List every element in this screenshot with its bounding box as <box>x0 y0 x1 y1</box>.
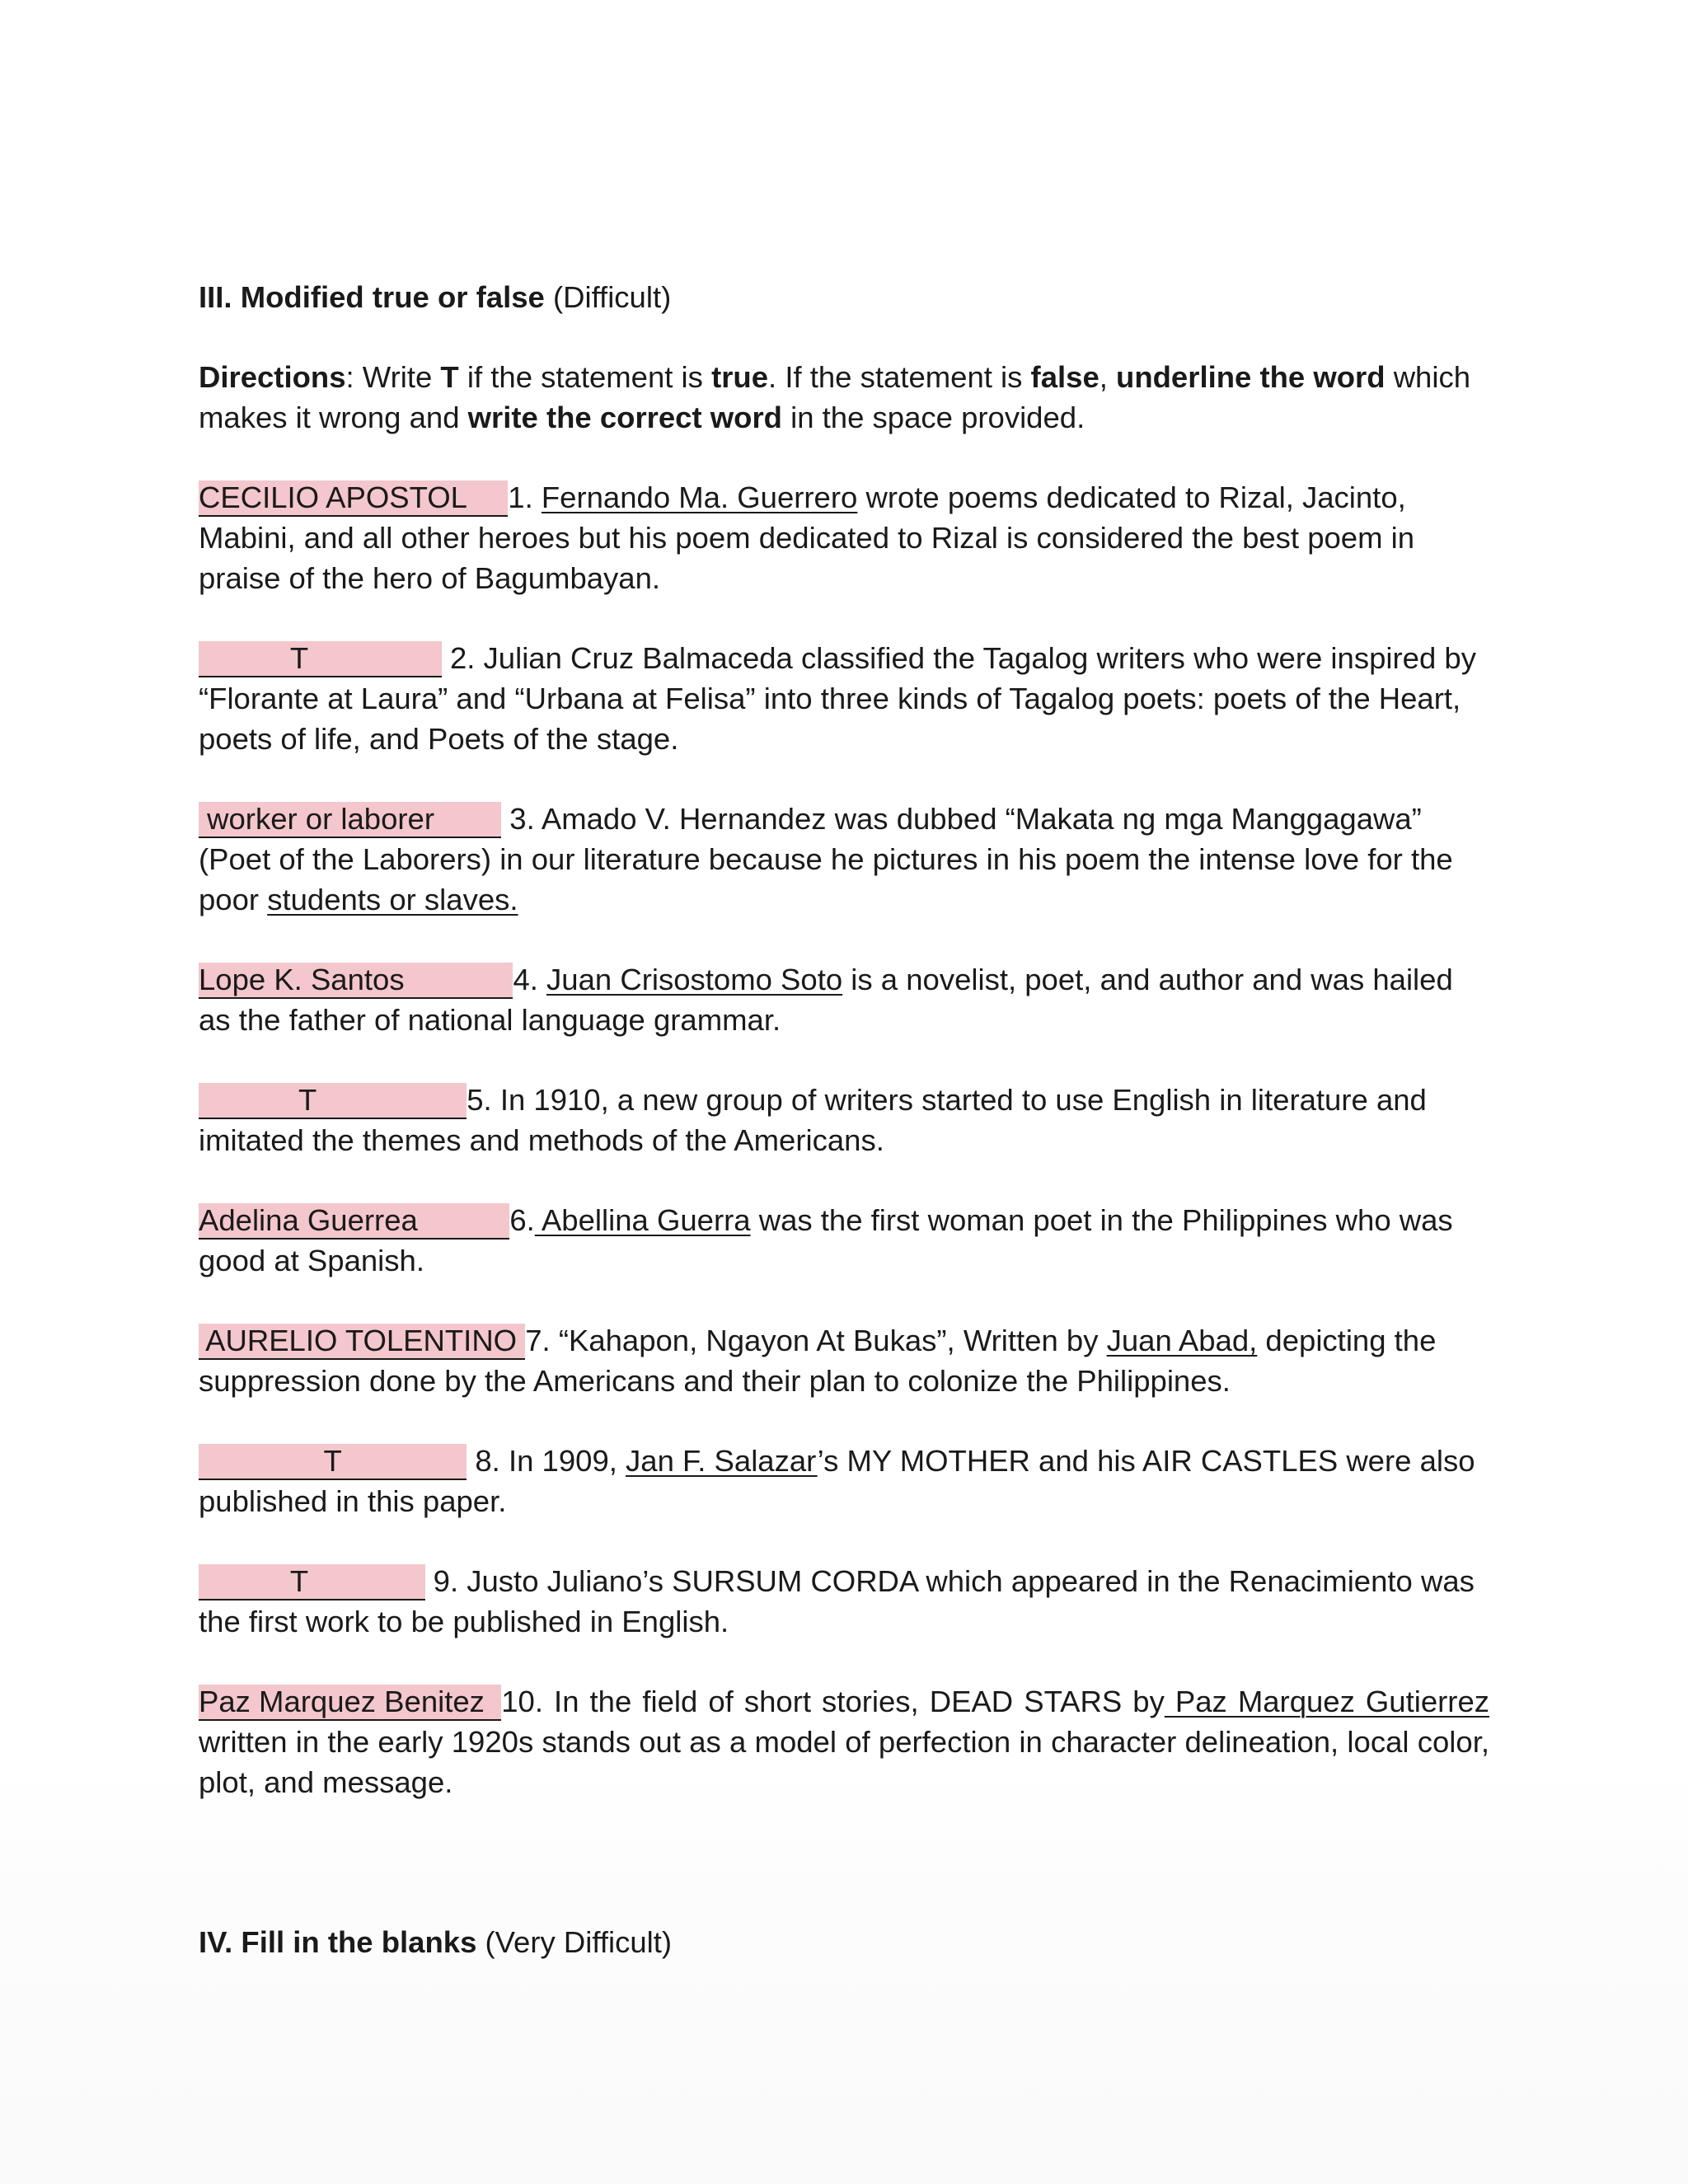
question-text: In the field of short stories, DEAD STARS by <box>554 1685 1165 1718</box>
directions-bold: write the correct word <box>467 401 782 434</box>
answer-padding <box>467 480 509 514</box>
answer-padding <box>316 1083 467 1117</box>
directions-text: . If the statement is <box>768 360 1031 394</box>
question-number: 8. <box>467 1444 509 1478</box>
directions-text: if the statement is <box>458 360 712 394</box>
answer-text: T <box>298 1083 316 1117</box>
underlined-word: Abellina Guerra <box>534 1203 751 1237</box>
question-number: 9. <box>424 1564 467 1598</box>
answer-text: T <box>289 641 308 675</box>
answer-padding <box>341 1444 467 1478</box>
answer-padding <box>485 1685 501 1718</box>
answer-padding <box>405 963 513 996</box>
question-number: 1. <box>508 480 542 514</box>
directions-paragraph <box>199 357 1489 438</box>
question-item-8 <box>199 1441 1489 1521</box>
question-text: Amado V. Hernandez was dubbed “Makata ng mga Manggagawa” (Poet of the Laborers) in our literature because he pictures in his poem the intense love for the poor <box>199 802 1453 916</box>
answer-blank-1[interactable] <box>199 480 508 517</box>
underlined-word: Jan F. Salazar <box>626 1444 818 1478</box>
question-item-4 <box>199 959 1489 1040</box>
section-difficulty: (Very Difficult) <box>476 1925 673 1959</box>
section-title: III. Modified true or false <box>199 280 545 314</box>
answer-blank-5[interactable] <box>199 1083 467 1119</box>
underlined-word: Fernando Ma. Guerrero <box>541 480 858 514</box>
answer-blank-9[interactable] <box>199 1564 425 1601</box>
question-text: wrote poems dedicated to Rizal, Jacinto, Mabini, and all other heroes but his poem dedicated to Rizal is considered the best poem in praise of the hero of Bagumbayan. <box>199 480 1415 595</box>
question-item-9 <box>199 1561 1489 1642</box>
question-text: “Kahapon, Ngayon At Bukas”, Written by <box>558 1324 1107 1357</box>
question-text: was the first woman poet in the Philippines who was good at Spanish. <box>199 1203 1453 1277</box>
question-text: is a novelist, poet, and author and was hailed as the father of national language grammar. <box>199 963 1453 1037</box>
underlined-word: students or slaves. <box>267 883 518 916</box>
question-item-5 <box>199 1080 1489 1160</box>
directions-text: , <box>1099 360 1117 394</box>
question-number: 4. <box>513 963 547 996</box>
answer-text: Paz Marquez Benitez <box>199 1685 485 1718</box>
answer-padding <box>434 802 501 836</box>
underlined-word: Juan Crisostomo Soto <box>546 963 843 996</box>
question-item-10 <box>199 1681 1489 1802</box>
answer-text: Adelina Guerrea <box>199 1203 418 1237</box>
question-item-6 <box>199 1200 1489 1281</box>
question-text: In 1909, <box>508 1444 626 1478</box>
directions-text: : Write <box>345 360 441 394</box>
answer-blank-4[interactable] <box>199 963 513 999</box>
answer-text: T <box>289 1564 308 1598</box>
answer-padding <box>199 1564 290 1598</box>
answer-blank-2[interactable] <box>199 641 442 677</box>
question-number: 6. <box>509 1203 535 1237</box>
answer-blank-3[interactable] <box>199 802 501 838</box>
question-number: 7. <box>525 1324 559 1357</box>
answer-padding <box>308 1564 425 1598</box>
question-item-2 <box>199 638 1489 759</box>
answer-text: T <box>323 1444 342 1478</box>
question-text: ’s MY MOTHER and his AIR CASTLES were also published in this paper. <box>199 1444 1475 1518</box>
question-text: depicting the suppression done by the Americans and their plan to colonize the Philippines. <box>199 1324 1437 1398</box>
question-number: 3. <box>501 802 542 836</box>
section-title: IV. Fill in the blanks <box>199 1925 477 1959</box>
question-text: Julian Cruz Balmaceda classified the Tagalog writers who were inspired by “Florante at Laura” and “Urbana at Felisa” into three kinds of Tagalog poets: poets of the Heart, poets of life, and Poets of the stage. <box>199 641 1476 756</box>
directions-text: in the space provided. <box>781 401 1085 434</box>
answer-text: Lope K. Santos <box>199 963 405 996</box>
question-text: In 1910, a new group of writers started to use English in literature and imitated the themes and methods of the Americans. <box>199 1083 1427 1157</box>
answer-padding <box>199 1444 323 1478</box>
question-number: 5. <box>467 1083 500 1117</box>
question-number: 10. <box>501 1685 555 1718</box>
question-number: 2. <box>441 641 484 675</box>
directions-label: Directions <box>199 360 346 394</box>
question-item-3 <box>199 799 1489 920</box>
directions-bold: underline the word <box>1116 360 1386 394</box>
answer-blank-6[interactable] <box>199 1203 509 1240</box>
directions-bold: false <box>1030 360 1100 394</box>
directions-bold: true <box>711 360 769 394</box>
answer-text: worker or laborer <box>199 802 435 836</box>
underlined-word: Juan Abad, <box>1106 1324 1258 1357</box>
answer-padding <box>199 1083 298 1117</box>
section-difficulty: (Difficult) <box>544 280 672 314</box>
question-text: Justo Juliano’s SURSUM CORDA which appeared in the Renacimiento was the first work to be published in English. <box>199 1564 1475 1638</box>
question-text: written in the early 1920s stands out as a model of perfection in character delineation, local color, plot, and message. <box>199 1725 1489 1799</box>
answer-padding <box>199 641 290 675</box>
answer-padding <box>418 1203 510 1237</box>
answer-blank-10[interactable] <box>199 1685 501 1721</box>
directions-bold: T <box>440 360 459 394</box>
directions-text: which makes it wrong and <box>199 360 1471 434</box>
answer-blank-8[interactable] <box>199 1444 467 1480</box>
section-heading-4 <box>199 1922 672 1962</box>
answer-text: AURELIO TOLENTINO <box>199 1324 526 1357</box>
question-item-7 <box>199 1320 1489 1401</box>
document-body <box>199 277 1489 1842</box>
underlined-word: Paz Marquez Gutierrez <box>1164 1685 1490 1718</box>
answer-padding <box>308 641 442 675</box>
question-item-1 <box>199 477 1489 598</box>
answer-blank-7[interactable] <box>199 1324 525 1360</box>
section-heading-3 <box>199 277 1489 317</box>
answer-text: CECILIO APOSTOL <box>199 480 467 514</box>
